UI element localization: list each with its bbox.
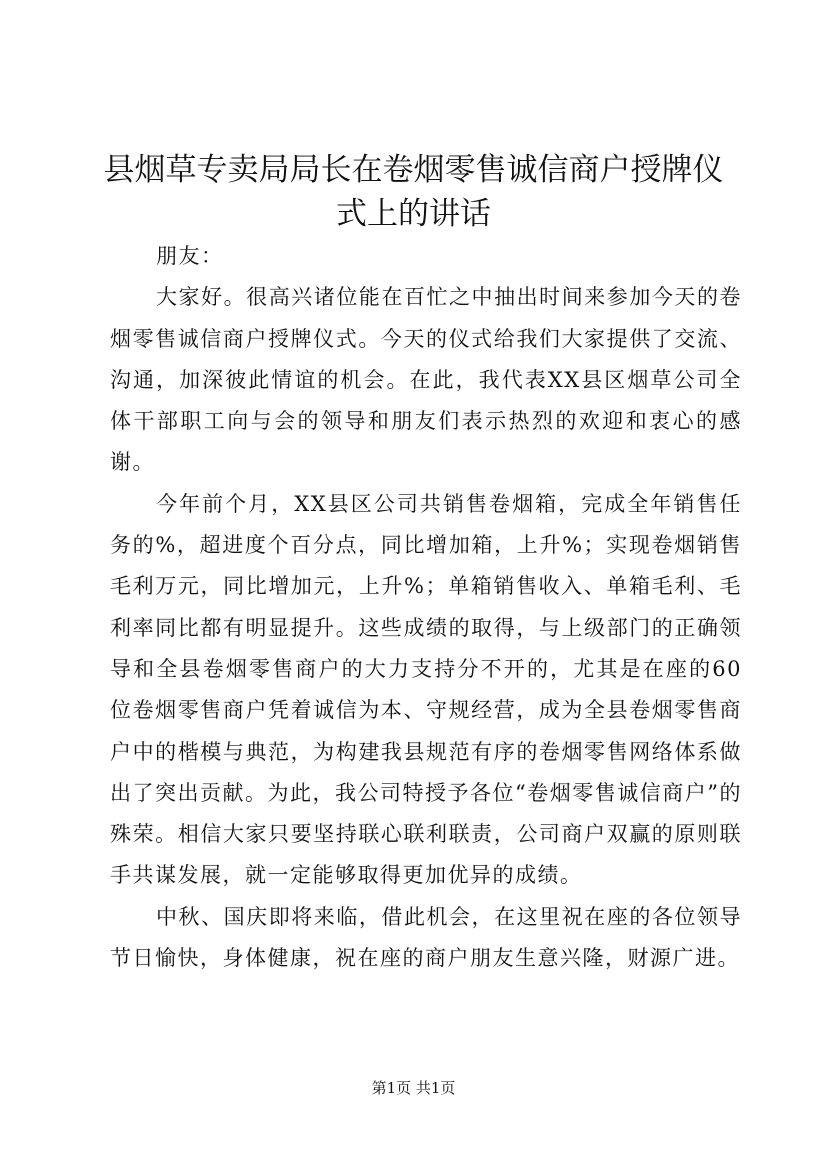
salutation: 朋友： (156, 244, 224, 268)
page-footer: 第1页 共1页 (371, 1079, 456, 1097)
paragraph-3: 中秋、国庆即将来临，借此机会，在这里祝在座的各位领导节日愉快，身体健康，祝在座的商户朋友生意兴隆，财源广进。 (110, 904, 742, 971)
document-title: 县烟草专卖局局长在卷烟零售诚信商户授牌仪式上的讲话 (103, 152, 724, 232)
paragraph-1: 大家好。很高兴诸位能在百忙之中抽出时间来参加今天的卷烟零售诚信商户授牌仪式。今天的仪式给我们大家提供了交流、沟通，加深彼此情谊的机会。在此，我代表XX县区烟草公司全体干部职工向与会的领导和朋友们表示热烈的欢迎和衷心的感谢。 (110, 285, 742, 475)
document-body (110, 236, 742, 979)
paragraph-2: 今年前个月，XX县区公司共销售卷烟箱，完成全年销售任务的%，超进度个百分点，同比增加箱，上升%；实现卷烟销售毛利万元，同比增加元，上升%；单箱销售收入、单箱毛利、毛利率同比都有明显提升。这些成绩的取得，与上级部门的正确领导和全县卷烟零售商户的大力支持分不开的，尤其是在座的60位卷烟零售商户凭着诚信为本、守规经营，成为全县卷烟零售商户中的楷模与典范，为构建我县规范有序的卷烟零售网络体系做出了突出贡献。为此，我公司特授予各位“卷烟零售诚信商户”的殊荣。相信大家只要坚持联心联利联责，公司商户双赢的原则联手共谋发展，就一定能够取得更加优异的成绩。 (110, 491, 742, 888)
